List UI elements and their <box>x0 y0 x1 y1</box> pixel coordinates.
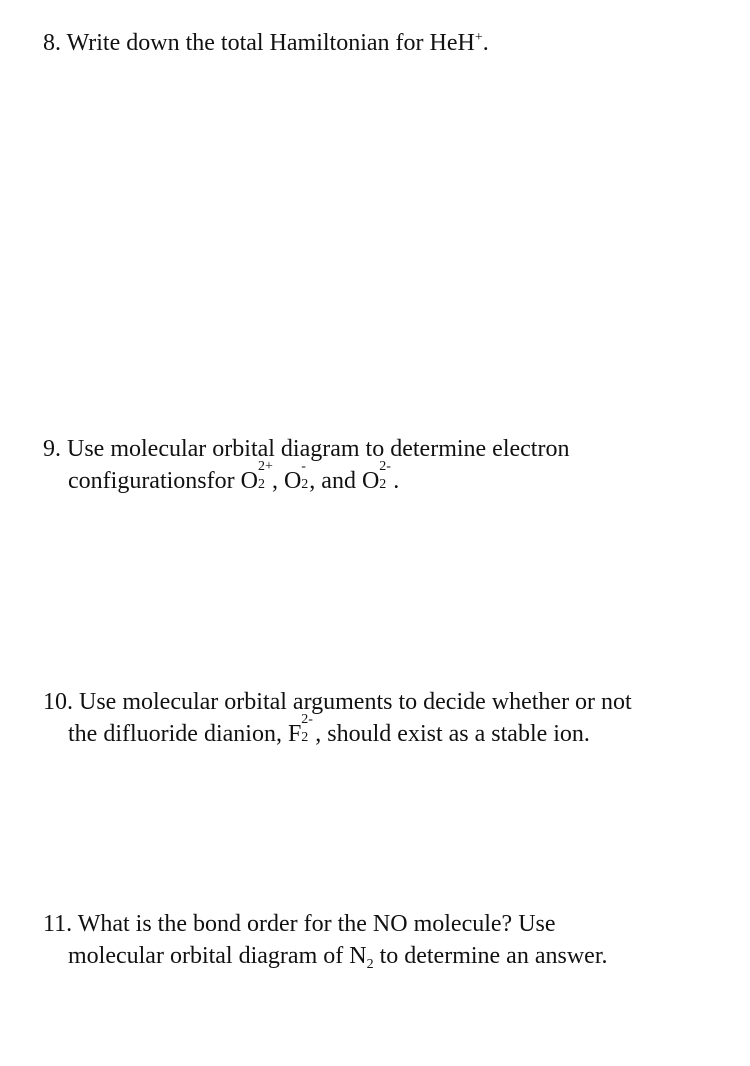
question-text: , and O <box>309 468 380 494</box>
question-9 <box>0 433 750 497</box>
question-text: , O <box>271 468 302 494</box>
charge-superscript: + <box>474 30 483 45</box>
count-subscript: 2 <box>257 477 265 492</box>
question-text: Write down the total Hamiltonian for HeH <box>66 30 475 56</box>
charge-superscript: - <box>301 459 306 474</box>
question-number: 10. <box>43 689 73 715</box>
ion-scripts <box>301 459 309 492</box>
question-10-line-2 <box>0 712 750 750</box>
question-end: . <box>482 30 489 56</box>
question-10 <box>0 686 750 750</box>
question-8 <box>0 27 750 59</box>
count-subscript: 2 <box>301 477 309 492</box>
question-end: . <box>393 468 400 494</box>
ion-scripts <box>301 712 315 745</box>
question-text: molecular orbital diagram of N <box>68 943 367 969</box>
charge-superscript: 2- <box>301 712 313 727</box>
count-subscript: 2 <box>366 957 374 972</box>
question-text: to determine an answer. <box>373 943 608 969</box>
question-text: What is the bond order for the NO molecule? Use <box>77 911 556 937</box>
question-8-line <box>0 27 750 59</box>
question-number: 8. <box>43 30 61 56</box>
ion-scripts <box>379 459 393 492</box>
ion-scripts <box>257 459 273 492</box>
question-text: Use molecular orbital diagram to determine electron <box>67 436 570 462</box>
question-11-line-1 <box>0 908 750 940</box>
question-number: 11. <box>43 911 73 937</box>
count-subscript: 2 <box>379 477 387 492</box>
charge-superscript: 2+ <box>257 459 273 474</box>
question-text: Use molecular orbital arguments to decide whether or not <box>79 689 632 715</box>
question-text: the difluoride dianion, F <box>68 721 302 747</box>
charge-superscript: 2- <box>379 459 391 474</box>
question-text: configurationsfor O <box>68 468 258 494</box>
question-9-line-1 <box>0 433 750 465</box>
question-9-line-2 <box>0 459 750 497</box>
count-subscript: 2 <box>301 730 309 745</box>
question-11 <box>0 908 750 972</box>
question-11-line-2 <box>0 940 750 972</box>
question-number: 9. <box>43 436 61 462</box>
question-10-line-1 <box>0 686 750 718</box>
question-text: , should exist as a stable ion. <box>315 721 590 747</box>
